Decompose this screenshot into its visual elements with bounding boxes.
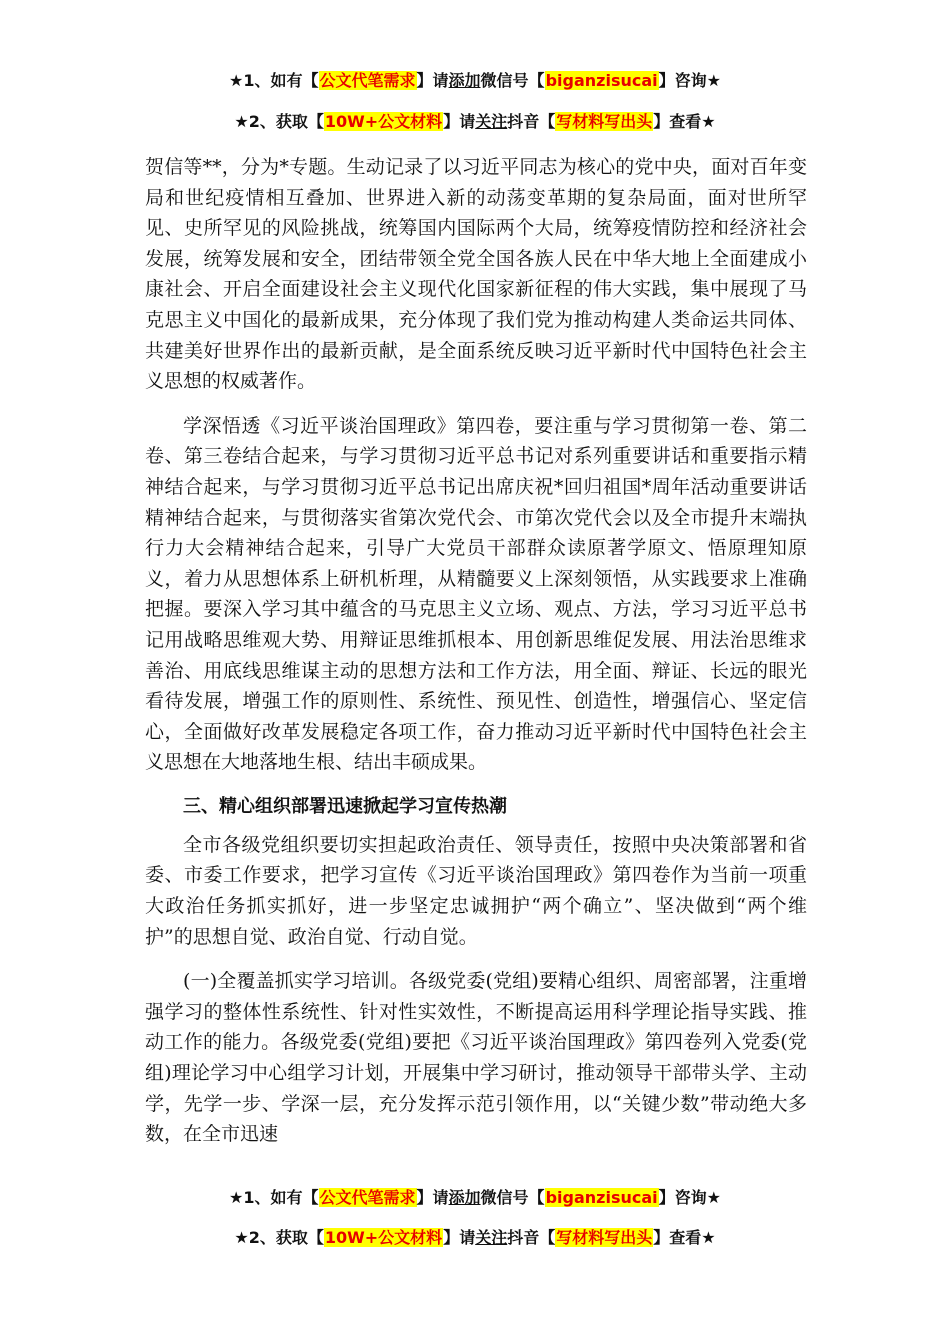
banner-highlight: biganzisucai xyxy=(545,1188,658,1207)
banner-highlight: biganzisucai xyxy=(545,71,658,90)
banner-highlight: 写材料写出头 xyxy=(556,112,653,131)
body-paragraph-1: 贺信等**，分为*专题。生动记录了以习近平同志为核心的党中央，面对百年变局和世纪疫情相互叠加、世界进入新的动荡变革期的复杂局面，面对世所罕见、史所罕见的风险挑战，统筹国内国际两个大局，统筹疫情防控和经济社会发展，统筹发展和安全，团结带领全党全国各族人民在中华大地上全面建成小康社会、开启全面建设社会主义现代化国家新征程的伟大实践，集中展现了马克思主义中国化的最新成果，充分体现了我们党为推动构建人类命运共同体、共建美好世界作出的最新贡献，是全面系统反映习近平新时代中国特色社会主义思想的权威著作。 xyxy=(145,156,807,393)
banner-text: 】请 xyxy=(443,1228,476,1247)
banner-suffix: 】咨询★ xyxy=(658,71,721,90)
banner-text: 抖音【 xyxy=(507,112,556,131)
banner-highlight: 公文代笔需求 xyxy=(319,1188,416,1207)
banner-underlined: 添加 xyxy=(448,1188,481,1207)
banner-text: 微信号【 xyxy=(480,1188,545,1207)
banner-text: 抖音【 xyxy=(507,1228,556,1247)
body-paragraph-3: 全市各级党组织要切实担起政治责任、领导责任，按照中央决策部署和省委、市委工作要求，把学习宣传《习近平谈治国理政》第四卷作为当前一项重大政治任务抓实抓好，进一步坚定忠诚拥护“两个确立”、坚决做到“两个维护”的思想自觉、政治自觉、行动自觉。 xyxy=(145,833,807,948)
banner-underlined: 添加 xyxy=(448,71,481,90)
promo-banner-top-line2 xyxy=(0,111,950,133)
body-paragraph-2: 学深悟透《习近平谈治国理政》第四卷，要注重与学习贯彻第一卷、第二卷、第三卷结合起来，与学习贯彻习近平总书记对系列重要讲话和重要指示精神结合起来，与学习贯彻习近平总书记出席庆祝*回归祖国*周年活动重要讲话精神结合起来，与贯彻落实省第次党代会、市第次党代会以及全市提升末端执行力大会精神结合起来，引导广大党员干部群众读原著学原文、悟原理知原义，着力从思想体系上研机析理，从精髓要义上深刻领悟，从实践要求上准确把握。要深入学习其中蕴含的马克思主义立场、观点、方法，学习习近平总书记用战略思维观大势、用辩证思维抓根本、用创新思维促发展、用法治思维求善治、用底线思维谋主动的思想方法和工作方法，用全面、辩证、长远的眼光看待发展，增强工作的原则性、系统性、预见性、创造性，增强信心、坚定信心，全面做好改革发展稳定各项工作，奋力推动习近平新时代中国特色社会主义思想在大地落地生根、结出丰硕成果。 xyxy=(145,414,807,774)
promo-banner-top-line1 xyxy=(0,70,950,92)
banner-suffix: 】查看★ xyxy=(653,1228,716,1247)
document-body xyxy=(145,152,807,1164)
banner-underlined: 关注 xyxy=(475,1228,508,1247)
banner-text: 微信号【 xyxy=(480,71,545,90)
promo-banner-bottom-line1 xyxy=(0,1187,950,1209)
banner-prefix: ★2、获取【 xyxy=(234,112,324,131)
section-heading-3: 三、精心组织部署迅速掀起学习宣传热潮 xyxy=(183,795,507,817)
banner-highlight: 10W+公文材料 xyxy=(324,1228,443,1247)
promo-banner-bottom-line2 xyxy=(0,1227,950,1249)
banner-suffix: 】查看★ xyxy=(653,112,716,131)
banner-text: 】请 xyxy=(416,71,449,90)
body-paragraph-4: (一)全覆盖抓实学习培训。各级党委(党组)要精心组织、周密部署，注重增强学习的整体性系统性、针对性实效性，不断提高运用科学理论指导实践、推动工作的能力。各级党委(党组)要把《习近平谈治国理政》第四卷列入党委(党组)理论学习中心组学习计划，开展集中学习研讨，推动领导干部带头学、主动学，先学一步、学深一层，充分发挥示范引领作用，以“关键少数”带动绝大多数，在全市迅速 xyxy=(145,970,807,1146)
banner-highlight: 10W+公文材料 xyxy=(324,112,443,131)
banner-prefix: ★2、获取【 xyxy=(234,1228,324,1247)
banner-prefix: ★1、如有【 xyxy=(229,71,319,90)
banner-highlight: 公文代笔需求 xyxy=(319,71,416,90)
banner-suffix: 】咨询★ xyxy=(658,1188,721,1207)
banner-text: 】请 xyxy=(443,112,476,131)
banner-prefix: ★1、如有【 xyxy=(229,1188,319,1207)
banner-highlight: 写材料写出头 xyxy=(556,1228,653,1247)
banner-underlined: 关注 xyxy=(475,112,508,131)
banner-text: 】请 xyxy=(416,1188,449,1207)
